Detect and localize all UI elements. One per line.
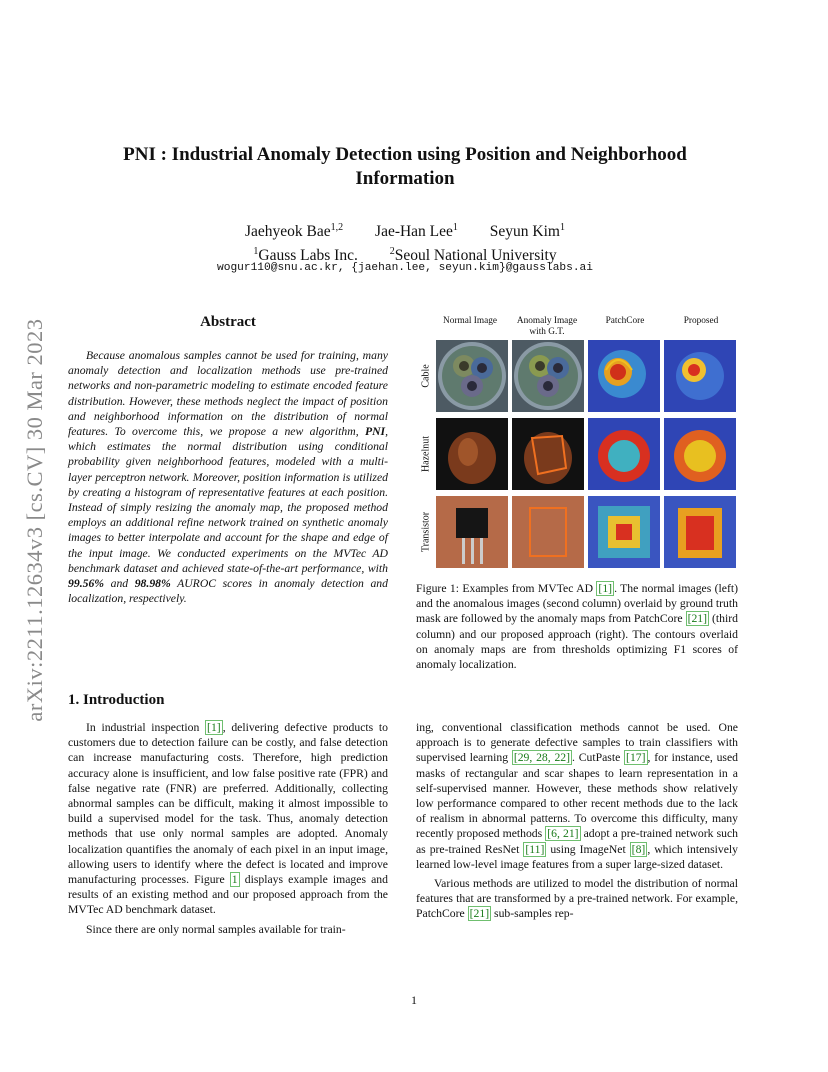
citation-link[interactable]: [21] — [469, 907, 490, 921]
cable-proposed-map — [664, 340, 736, 412]
author-names — [90, 218, 720, 242]
citation-link[interactable]: [17] — [626, 751, 646, 765]
citation-link[interactable]: [29, 28, 22] — [513, 751, 571, 765]
author-emails: wogur110@snu.ac.kr, {jaehan.lee, seyun.kim}@gausslabs.ai — [217, 262, 593, 274]
arxiv-sidebar-stamp — [22, 280, 48, 760]
figure-col-patchcore: PatchCore — [605, 316, 645, 326]
cable-anomaly-image — [512, 340, 584, 412]
page-number: 1 — [411, 993, 417, 1007]
cable-normal-image — [436, 340, 508, 412]
citation-link[interactable]: [1] — [598, 582, 613, 595]
figure-col-proposed: Proposed — [683, 316, 719, 326]
figure-caption: Figure 1: Examples from MVTec AD [1] . The normal images (left) and the anomalous images (second column) overlaid by ground truth mask are followed by the anomaly maps from PatchCore [21] (third column) and our proposed approach (right). The contours overlaid on anomaly maps are from thresholds optimizing F1 scores of anomaly localization. — [416, 582, 738, 672]
introduction-right-column: ing, conventional classification methods cannot be used. One approach is to generate defective samples to train classifiers with supervised learning [29, 28, 22] . CutPaste [17] , for instance, used masks of rectangular and scar shapes to learn representation in a self-supervised manner. However, these methods show relatively low performance compared to other recent methods due to the lack of realism in abnormal patterns. To overcome this difficulty, many recently proposed methods [6, 21] adopt a pre-trained network such as pre-trained ResNet [11] using ImageNet [8] , which intensively learned low-level image features from a super large-sized dataset. Various methods are utilized to model the distribution of normal features that are transformed by a pre-trained network. For example, PatchCore [21] sub-samples rep- — [416, 721, 739, 921]
author-block — [90, 218, 720, 266]
author: Jaehyeok Bae$^{1,2}$ — [245, 222, 344, 241]
hazelnut-proposed-map — [664, 418, 736, 490]
citation-link[interactable]: [6, 21] — [547, 827, 579, 841]
transistor-normal-image — [436, 496, 508, 568]
hazelnut-anomaly-image — [512, 418, 584, 490]
figure-col-anomaly: Anomaly Image with G.T. — [516, 316, 578, 337]
figure-col-normal: Normal Image — [443, 316, 497, 326]
citation-link[interactable]: [11] — [525, 842, 545, 856]
transistor-proposed-map — [664, 496, 736, 568]
figure-link[interactable]: 1 — [231, 873, 238, 887]
section-heading-introduction: 1. Introduction — [68, 692, 165, 708]
citation-link[interactable]: [21] — [687, 612, 708, 626]
transistor-patchcore-map — [588, 496, 660, 568]
paper-title: PNI : Industrial Anomaly Detection using Position and Neighborhood Information — [123, 144, 687, 189]
affiliation: $^1$Gauss Labs Inc. — [253, 246, 358, 265]
cable-patchcore-map — [588, 340, 660, 412]
abstract-body: Because anomalous samples cannot be used for training, many anomaly detection and localization methods use pre-trained networks and non-parametric modeling to estimate encoded feature distribution. However, these methods neglect the impact of position and neighborhood information on the distribution of normal features. To overcome this, we propose a new algorithm, PNI, which estimates the normal distribution using conditional probability given neighborhood features, modeled with a multi-layer perceptron network. Moreover, position information is utilized by creating a histogram of representative features at each position. Instead of simply resizing the anomaly map, the proposed method employs an additional refine network trained on synthetic anomaly images to better interpolate and account for the shape and edge of the input image. We conducted experiments on the MVTec AD benchmark dataset and achieved state-of-the-art performance, with 99.56% and 98.98% AUROC scores in anomaly detection and localization, respectively. — [68, 349, 388, 606]
citation-link[interactable]: [1] — [207, 721, 221, 734]
arxiv-id: arXiv:2211.12634v3 [cs.CV] 30 Mar 2023 — [22, 318, 47, 722]
figure-row-cable: Cable — [420, 364, 432, 388]
figure-image-grid — [436, 340, 738, 572]
hazelnut-patchcore-map — [588, 418, 660, 490]
figure-row-transistor: Transistor — [420, 511, 432, 553]
introduction-left-column: In industrial inspection [1] , delivering defective products to customers due to detection failure can be costly, and false detection can increase manufacturing costs. Therefore, high prediction accuracy alone is insufficient, and low false positive rate (FPR) and false negative rate (FNR) are preferred. Additionally, collecting abnormal samples can be difficult, making it almost impossible to build a supervised model for the task. Thus, anomaly detection methods that use only normal samples are adopted. Anomaly localization quantifies the anomaly of each pixel in an input image, allowing users to identify where the defect is located and improve manufacturing processes. Figure 1 displays example images and results of an existing method and our proposed approach from the MVTec AD benchmark dataset. Since there are only normal samples available for train- — [68, 721, 388, 936]
author: Jae-Han Lee$^1$ — [375, 222, 458, 241]
figure-row-hazelnut: Hazelnut — [420, 435, 432, 473]
author: Seyun Kim$^1$ — [489, 222, 565, 241]
citation-link[interactable]: [8] — [631, 842, 646, 856]
transistor-anomaly-image — [512, 496, 584, 568]
abstract-heading: Abstract — [200, 314, 256, 330]
affiliation: $^2$Seoul National University — [389, 246, 557, 265]
hazelnut-normal-image — [436, 418, 508, 490]
